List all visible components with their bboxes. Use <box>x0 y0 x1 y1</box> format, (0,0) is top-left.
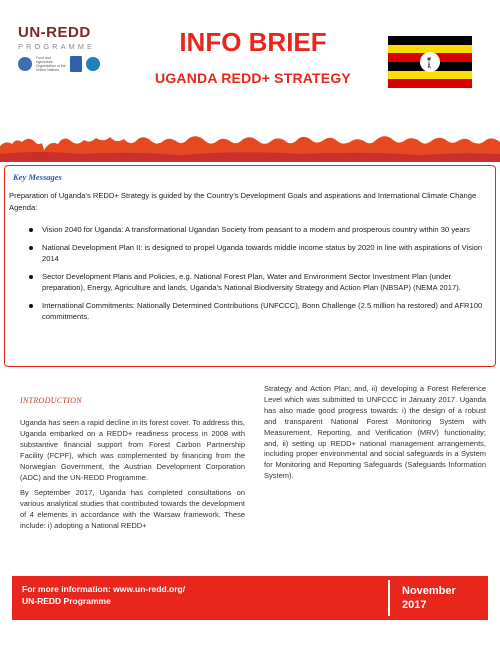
unep-logo-icon <box>86 57 100 71</box>
footer-org: UN-REDD Programme <box>22 595 111 606</box>
un-redd-logo <box>18 24 128 72</box>
footer-divider <box>388 580 390 616</box>
footer-month: November <box>402 585 456 597</box>
logo-sub-text: PROGRAMME <box>18 42 96 51</box>
list-item: Sector Development Plans and Policies, e.g. National Forest Plan, Water and Environment Sector Investment Plan (under preparation), Energy, Agriculture and lands, Uganda’s National Biodiversity Strategy and Action Plan (NBSAP) (NEMA 2017). <box>29 271 489 294</box>
list-item: Vision 2040 for Uganda: A transformational Ugandan Society from peasant to a modern and prosperous country within 30 years <box>29 224 489 236</box>
undp-logo-icon <box>70 56 82 72</box>
paragraph: By September 2017, Uganda has completed consultations on various analytical studies that contributed towards the development of 4 elements in accordance with the Warsaw framework. These include: i) adopting a National REDD+ <box>20 488 245 531</box>
footer-website-link[interactable]: For more information: www.un-redd.org/ <box>22 584 186 594</box>
logo-main-text: UN-REDD <box>18 24 91 41</box>
uganda-flag-icon <box>388 36 472 88</box>
introduction-right-column <box>264 384 486 487</box>
list-item: National Development Plan II: is designed to propel Uganda towards middle income status by 2020 in line with aspirations of Vision 2014 <box>29 242 489 265</box>
paragraph: Uganda has seen a rapid decline in its forest cover. To address this, Uganda embarked on a REDD+ readiness process in 2008 with substantive financial support from Forest Carbon Partnership Facility (FCPF), which was complemented by financing from the Norwegian Government, the Austrian Development Corporation (ADC) and the UN-REDD Programme. <box>20 418 245 482</box>
key-messages-box <box>4 165 496 367</box>
fao-text: Food and Agriculture Organization of the United Nations <box>36 56 66 72</box>
page-subtitle: UGANDA REDD+ STRATEGY <box>155 70 351 86</box>
crane-emblem-icon <box>420 52 440 72</box>
key-messages-list <box>29 224 489 329</box>
title-block <box>138 28 368 86</box>
footer-bar <box>12 576 488 620</box>
footer-year: 2017 <box>402 599 427 611</box>
footer-info <box>22 584 185 607</box>
list-item: International Commitments: Nationally Determined Contributions (UNFCCC), Bonn Challenge (2.5 million ha restored) and AFR100 commitments. <box>29 300 489 323</box>
introduction-heading: INTRODUCTION <box>20 396 82 405</box>
page-title: INFO BRIEF <box>179 27 327 57</box>
partner-logos <box>18 56 128 72</box>
key-messages-title: Key Messages <box>13 172 62 182</box>
fao-logo-icon <box>18 57 32 71</box>
forest-banner <box>0 124 500 162</box>
introduction-left-column <box>20 418 245 537</box>
footer-date <box>402 584 456 612</box>
paragraph: Strategy and Action Plan; and, ii) developing a Forest Reference Level which was submitted to UNFCCC in January 2017. Uganda has also made good progress towards: i) the design of a robust and transparent National Forest Monitoring System with Measurement, Reporting, and Verification (MRV) functionality; and, ii) setting up REDD+ national management arrangements, including proper environmental and social safeguards in a System for Monitoring and Reporting Safeguards (Safeguards Information System). <box>264 384 486 481</box>
key-messages-intro: Preparation of Uganda’s REDD+ Strategy is guided by the Country’s Development Goals and aspirations and International Climate Change Agenda: <box>9 191 477 212</box>
